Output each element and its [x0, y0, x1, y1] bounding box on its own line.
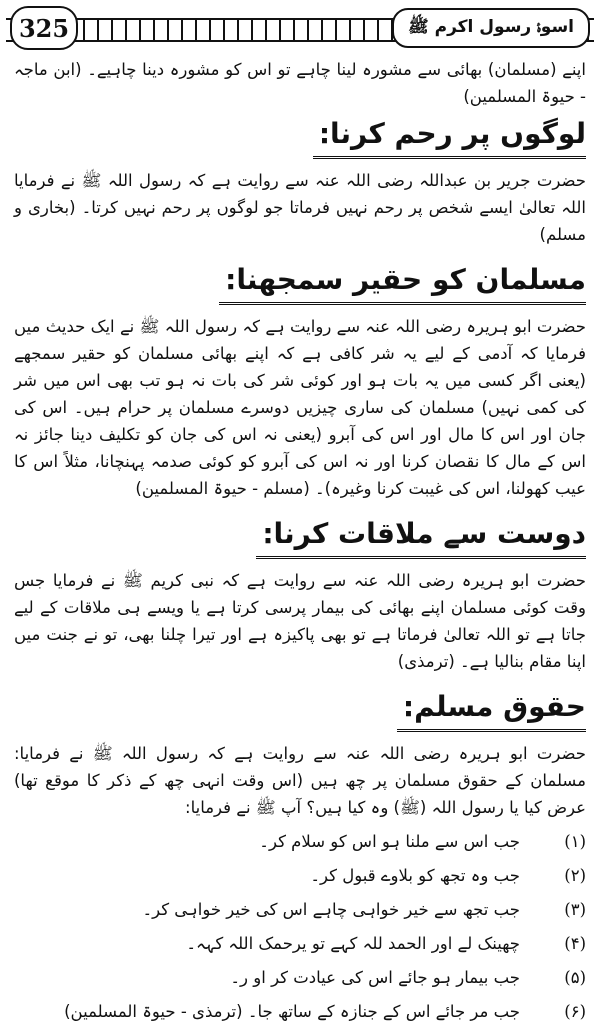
list-item-number: (۴) — [564, 934, 586, 953]
section-heading-rights: حقوق مسلم: — [397, 685, 586, 732]
section-heading-contempt: مسلمان کو حقیر سمجھنا: — [219, 258, 586, 305]
list-item-text: جب اس سے ملنا ہو اس کو سلام کر۔ — [259, 832, 520, 851]
list-item — [14, 859, 586, 893]
list-item-text: جب وہ تجھ کو بلاوے قبول کر۔ — [310, 866, 520, 885]
page-header — [6, 6, 594, 48]
list-item-number: (۳) — [564, 900, 586, 919]
list-item-text: جب مر جائے اس کے جنازہ کے ساتھ جا۔ (ترمذی - حیوۃ المسلمین) — [64, 1002, 520, 1021]
rights-list — [14, 825, 586, 1029]
list-item — [14, 961, 586, 995]
section-heading-visiting-friend: دوست سے ملاقات کرنا: — [256, 512, 586, 559]
section-text-visiting-friend: حضرت ابو ہریرہ رضی اللہ عنہ سے روایت ہے کہ نبی کریم ﷺ نے فرمایا جس وقت کوئی مسلمان اپنے بھائی کی بیمار پرسی کرتا ہے یا ویسے ہی ملاقات کے لیے جاتا ہے تو اللہ تعالیٰ فرماتا ہے تو بھی پاکیزہ ہے اور تیرا چلنا بھی، تو نے جنت میں اپنا مقام بنالیا ہے۔ (ترمذی) — [14, 571, 586, 671]
section-text-mercy: حضرت جریر بن عبداللہ رضی اللہ عنہ سے روایت ہے کہ رسول اللہ ﷺ نے فرمایا اللہ تعالیٰ ایسے شخص پر رحم نہیں فرماتا جو لوگوں پر رحم نہیں کرتا۔ (بخاری و مسلم) — [14, 171, 586, 244]
list-item-text: جب بیمار ہو جائے اس کی عیادت کر او ر۔ — [230, 968, 520, 987]
list-item — [14, 825, 586, 859]
list-item-number: (۱) — [564, 832, 586, 851]
list-item — [14, 995, 586, 1029]
list-item-number: (۵) — [564, 968, 586, 987]
list-item — [14, 893, 586, 927]
section-text-rights: حضرت ابو ہریرہ رضی اللہ عنہ سے روایت ہے کہ رسول اللہ ﷺ نے فرمایا: مسلمان کے حقوق مسلمان پر چھ ہیں (اس وقت انہی چھ کے ذکر کا موقع تھا) عرض کیا یا رسول اللہ (ﷺ) وہ کیا ہیں؟ آپ ﷺ نے فرمایا: — [14, 744, 586, 817]
list-item — [14, 927, 586, 961]
opening-paragraph: اپنے (مسلمان) بھائی سے مشورہ لینا چاہے تو اس کو مشورہ دینا چاہیے۔ (ابن ماجہ - حیوۃ المسلمین) — [14, 60, 586, 106]
page-number: 325 — [10, 6, 78, 50]
book-title: اسوۂ رسول اکرم ﷺ — [392, 8, 590, 48]
list-item-text: چھینک لے اور الحمد للہ کہے تو یرحمک اللہ کہہ۔ — [186, 934, 520, 953]
list-item-text: جب تجھ سے خیر خواہی چاہے اس کی خیر خواہی کر۔ — [142, 900, 520, 919]
list-item-number: (۶) — [564, 1002, 586, 1021]
section-text-contempt: حضرت ابو ہریرہ رضی اللہ عنہ سے روایت ہے کہ رسول اللہ ﷺ نے ایک حدیث میں فرمایا کہ آدمی کے لیے یہ شر کافی ہے کہ اپنے بھائی مسلمان کو حقیر سمجھے (یعنی اگر کسی میں یہ بات ہو اور کوئی شر کی بات نہ ہو تب بھی اس میں شر کی کمی نہیں) مسلمان کی ساری چیزیں دوسرے مسلمان پر حرام ہیں۔ اس کی جان اور اس کا مال اور اس کی آبرو (یعنی نہ اس کی جان کو تکلیف دینا جائز نہ اس کے مال کا نقصان کرنا اور نہ اس کی آبرو کو کوئی صدمہ پہنچانا، مثلاً اس کا عیب کھولنا، اس کی غیبت کرنا وغیرہ)۔ (مسلم - حیوۃ المسلمین) — [14, 317, 586, 498]
page-body — [14, 56, 586, 1029]
section-heading-mercy: لوگوں پر رحم کرنا: — [313, 112, 586, 159]
list-item-number: (۲) — [564, 866, 586, 885]
